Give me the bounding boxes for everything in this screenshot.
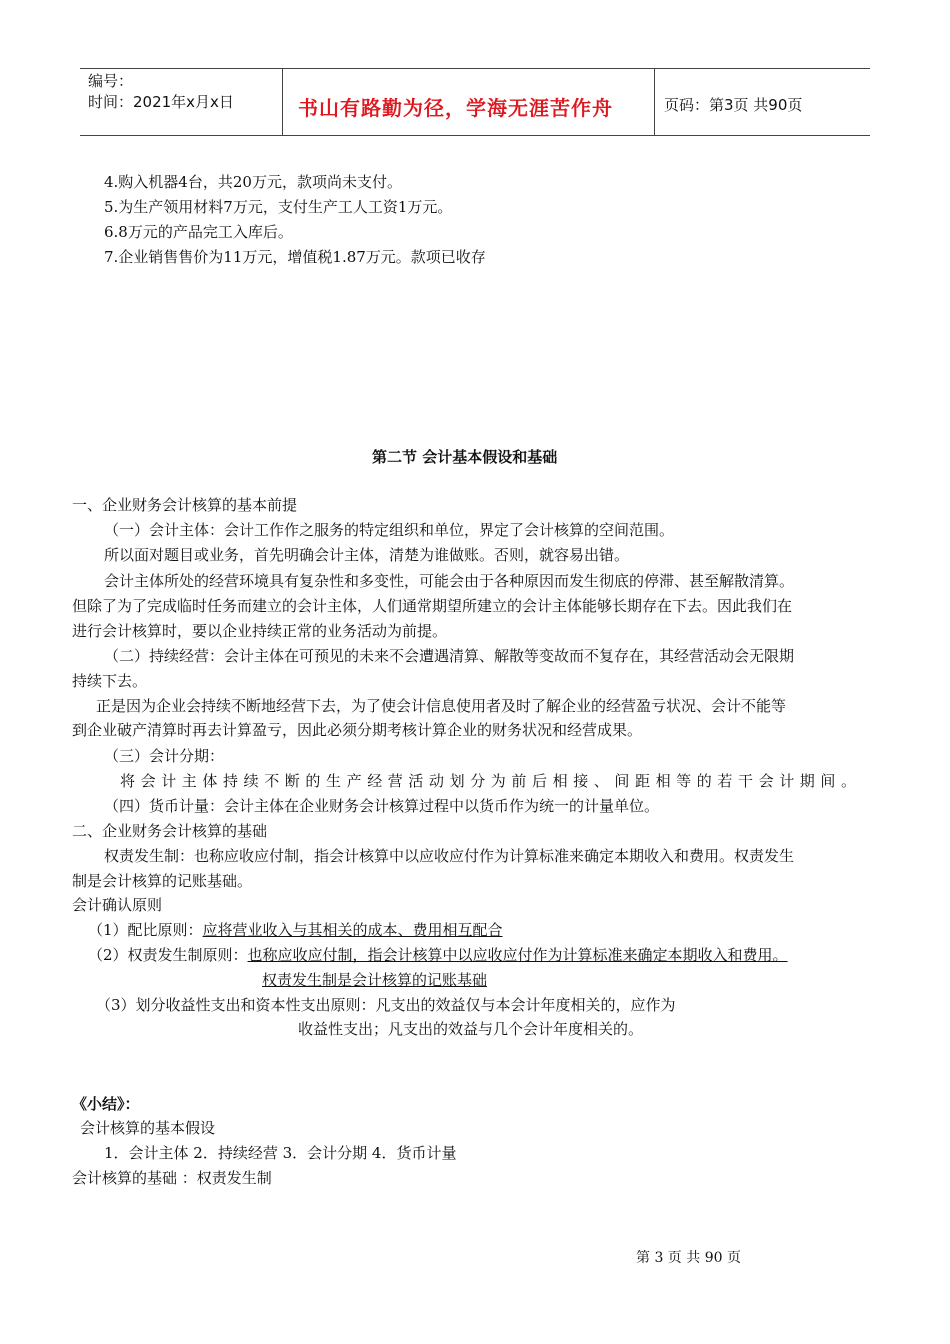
- part1-paragraph: （四）货币计量：会计主体在企业财务会计核算过程中以货币作为统一的计量单位。: [104, 797, 660, 815]
- principle-3-cont: 收益性支出；凡支出的效益与几个会计年度相关的。: [298, 1020, 644, 1038]
- principles-heading: 会计确认原则: [72, 896, 163, 914]
- part1-paragraph: 但除了为了完成临时任务而建立的会计主体，人们通常期望所建立的会计主体能够长期存在下去。因此我们在: [72, 597, 793, 615]
- header-bottom-border: [80, 135, 870, 136]
- summary-line: 1．会计主体 2．持续经营 3．会计分期 4．货币计量: [104, 1144, 457, 1162]
- part1-paragraph: 正是因为企业会持续不断地经营下去，为了使会计信息使用者及时了解企业的经营盈亏状况、会计不能等: [96, 697, 787, 715]
- list-item: 6.8万元的产品完工入库后。: [104, 223, 293, 241]
- principle-2-text-cont: 权责发生制是会计核算的记账基础: [262, 971, 488, 989]
- part2-paragraph: 制是会计核算的记账基础。: [72, 872, 253, 890]
- summary-title: 《小结》：: [72, 1095, 140, 1113]
- part1-paragraph: 会计主体所处的经营环境具有复杂性和多变性，可能会由于各种原因而发生彻底的停滞、甚至解散清算。: [104, 572, 795, 590]
- part1-heading: 一、企业财务会计核算的基本前提: [72, 496, 298, 514]
- part1-paragraph: （一）会计主体：会计工作作之服务的特定组织和单位，界定了会计核算的空间范围。: [104, 521, 675, 539]
- list-item: 5.为生产领用材料7万元，支付生产工人工资1万元。: [104, 198, 453, 216]
- principle-3: （3）划分收益性支出和资本性支出原则：凡支出的效益仅与本会计年度相关的，应作为: [96, 996, 676, 1014]
- principle-2-text: 也称应收应付制，指会计核算中以应收应付作为计算标准来确定本期收入和费用。: [247, 946, 788, 964]
- part2-paragraph: 权责发生制：也称应收应付制，指会计核算中以应收应付作为计算标准来确定本期收入和费用。权责发生: [104, 847, 795, 865]
- header-number-label: 编号：: [88, 72, 134, 90]
- section-title: 第二节 会计基本假设和基础: [372, 448, 558, 466]
- part1-paragraph: 到企业破产清算时再去计算盈亏，因此必须分期考核计算企业的财务状况和经营成果。: [72, 721, 643, 739]
- principle-1-text: 应将营业收入与其相关的成本、费用相互配合: [202, 921, 503, 939]
- header-divider-left: [282, 68, 283, 136]
- list-item: 4.购入机器4台，共20万元，款项尚未支付。: [104, 173, 402, 191]
- part1-paragraph: 将会计主体持续不断的生产经营活动划分为前后相接、间距相等的若干会计期间。: [120, 772, 862, 790]
- header-divider-right: [654, 68, 655, 136]
- principle-2: [88, 944, 788, 965]
- header-motto: 书山有路勤为径，学海无涯苦作舟: [298, 96, 613, 120]
- part2-heading: 二、企业财务会计核算的基础: [72, 822, 268, 840]
- summary-line: 会计核算的基础 ：权责发生制: [72, 1169, 272, 1187]
- principle-1: [88, 919, 503, 940]
- summary-line: 会计核算的基本假设: [80, 1119, 216, 1137]
- part1-paragraph: 所以面对题目或业务，首先明确会计主体，清楚为谁做账。否则，就容易出错。: [104, 546, 630, 564]
- part1-paragraph: （二）持续经营：会计主体在可预见的未来不会遭遇清算、解散等变故而不复存在，其经营活动会无限期: [104, 647, 795, 665]
- principle-2-label: （2）权责发生制原则：: [88, 946, 248, 964]
- principle-1-label: （1）配比原则：: [88, 921, 203, 939]
- list-item: 7.企业销售售价为11万元，增值税1.87万元。款项已收存: [104, 248, 486, 266]
- header-page-label: 页码：第3页 共90页: [664, 96, 803, 114]
- part1-paragraph: 进行会计核算时，要以企业持续正常的业务活动为前提。: [72, 622, 448, 640]
- part1-paragraph: （三）会计分期：: [104, 747, 225, 765]
- part1-paragraph: 持续下去。: [72, 672, 148, 690]
- header-time-label: 时间：2021年x月x日: [88, 93, 234, 111]
- footer-page-number: 第 3 页 共 90 页: [636, 1250, 741, 1266]
- header-top-border: [80, 68, 870, 69]
